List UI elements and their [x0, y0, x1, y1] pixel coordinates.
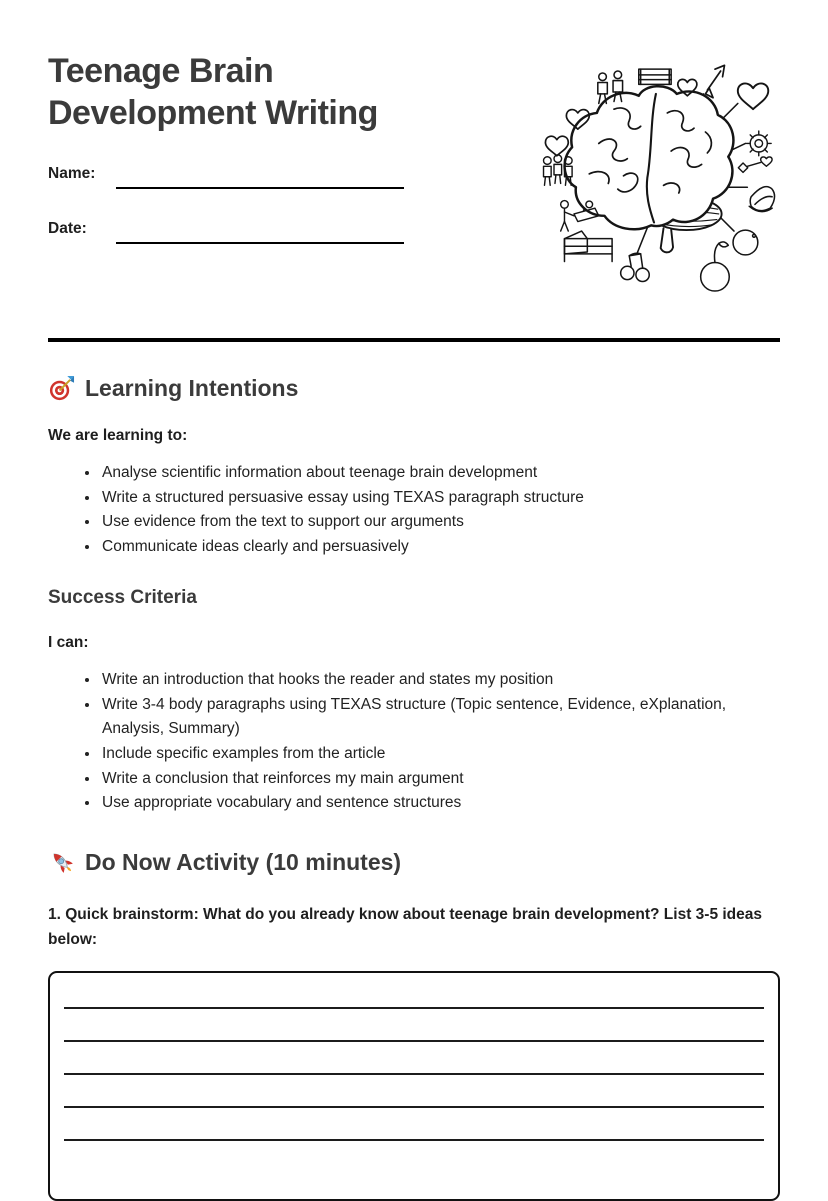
section-do-now: [48, 849, 780, 1201]
heart-icon: [545, 136, 568, 156]
date-field-row: [48, 213, 526, 244]
header: [48, 46, 780, 298]
molecule-heart-icon: [738, 157, 772, 172]
list-item: • Use appropriate vocabulary and sentence structures: [100, 791, 780, 816]
boat-icon: [749, 187, 774, 212]
name-field-row: [48, 158, 526, 189]
answer-line[interactable]: [64, 1040, 764, 1042]
section-learning-intentions: [48, 375, 780, 816]
list-item: • Write a structured persuasive essay using TEXAS paragraph structure: [100, 486, 780, 511]
learning-lead: We are learning to:: [48, 427, 188, 444]
gear-icon: [746, 131, 771, 156]
heart-icon: [738, 83, 768, 109]
header-left: [48, 46, 526, 298]
bed-icon: [564, 231, 612, 261]
name-input-line[interactable]: [116, 165, 404, 189]
arrow-icon: [705, 65, 724, 97]
rocket-icon: [48, 849, 75, 876]
answer-line[interactable]: [64, 1007, 764, 1009]
list-item: • Analyse scientific information about teenage brain development: [100, 461, 780, 486]
list-item: • Communicate ideas clearly and persuasively: [100, 535, 780, 560]
success-lead: I can:: [48, 633, 89, 651]
date-input-line[interactable]: [116, 220, 404, 244]
page-title: Teenage Brain Development Writing: [48, 52, 378, 132]
brainstem: [661, 228, 673, 252]
binoculars-icon: [621, 253, 650, 281]
brain-illustration: [532, 52, 776, 292]
target-icon: [48, 375, 75, 402]
header-illustration-wrap: [532, 46, 780, 298]
date-label: Date:: [48, 220, 87, 237]
answer-line[interactable]: [64, 1139, 764, 1141]
do-now-heading: [48, 849, 780, 876]
name-label: Name:: [48, 165, 96, 182]
learning-list: [48, 461, 780, 560]
apple-icon: [733, 230, 758, 255]
answer-line[interactable]: [64, 1106, 764, 1108]
list-item: • Write a conclusion that reinforces my main argument: [100, 767, 780, 792]
section-divider: [48, 338, 780, 342]
list-item: • Use evidence from the text to support our arguments: [100, 510, 780, 535]
learning-intentions-title: Learning Intentions: [85, 375, 299, 401]
cherry-icon: [701, 242, 730, 291]
list-item: • Write an introduction that hooks the reader and states my position: [100, 668, 780, 693]
brainstorm-prompt: 1. Quick brainstorm: What do you already know about teenage brain development? List 3-5 ideas below:: [48, 906, 763, 948]
list-item: • Include specific examples from the article: [100, 742, 780, 767]
success-criteria-heading: Success Criteria: [48, 586, 197, 608]
do-now-title: Do Now Activity (10 minutes): [85, 849, 402, 876]
goal-frame-icon: [639, 69, 671, 84]
brainstorm-answer-box[interactable]: [48, 971, 780, 1201]
success-list: [48, 668, 780, 816]
list-item: • Write 3-4 body paragraphs using TEXAS structure (Topic sentence, Evidence, eXplanation, Analysis, Summary): [100, 693, 780, 742]
learning-intentions-heading: [48, 375, 780, 402]
answer-line[interactable]: [64, 1073, 764, 1075]
